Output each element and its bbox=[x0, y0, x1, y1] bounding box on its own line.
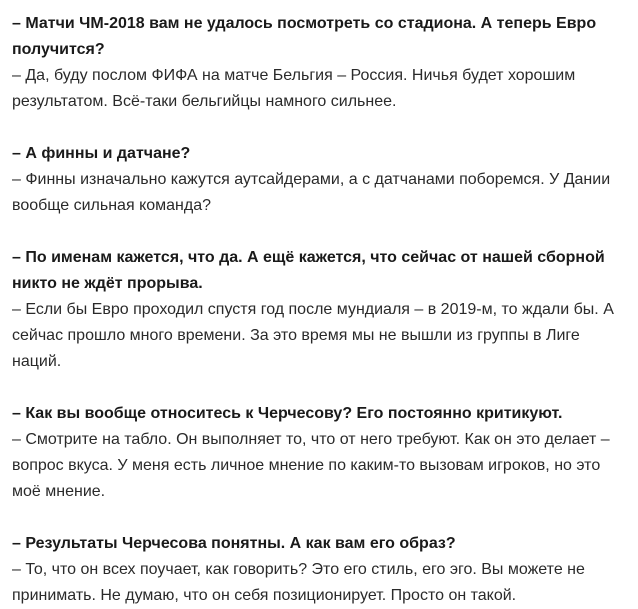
qa-block-3 bbox=[12, 245, 626, 375]
qa-block-2 bbox=[12, 141, 626, 219]
qa-block-4 bbox=[12, 401, 626, 505]
qa-block-1 bbox=[12, 11, 626, 115]
interview-question: – Матчи ЧМ-2018 вам не удалось посмотреть со стадиона. А теперь Евро получится? bbox=[12, 15, 597, 58]
interview-question: – Как вы вообще относитесь к Черчесову? Его постоянно критикуют. bbox=[12, 405, 563, 422]
interview-answer: – То, что он всех поучает, как говорить? Это его стиль, его эго. Вы можете не принимать. Не думаю, что он себя позиционирует. Просто он такой. bbox=[12, 561, 585, 604]
interview-answer: – Финны изначально кажутся аутсайдерами, а с датчанами поборемся. У Дании вообще сильная команда? bbox=[12, 171, 611, 214]
interview-question: – Результаты Черчесова понятны. А как вам его образ? bbox=[12, 535, 456, 552]
interview-answer: – Если бы Евро проходил спустя год после мундиаля – в 2019-м, то ждали бы. А сейчас прошло много времени. За это время мы не вышли из группы в Лиге наций. bbox=[12, 301, 614, 370]
interview-answer: – Да, буду послом ФИФА на матче Бельгия – Россия. Ничья будет хорошим результатом. Всё-таки бельгийцы намного сильнее. bbox=[12, 67, 576, 110]
interview-question: – А финны и датчане? bbox=[12, 145, 191, 162]
qa-block-5 bbox=[12, 531, 626, 609]
interview-question: – По именам кажется, что да. А ещё кажется, что сейчас от нашей сборной никто не ждёт прорыва. bbox=[12, 249, 605, 292]
interview-answer: – Смотрите на табло. Он выполняет то, что от него требуют. Как он это делает – вопрос вкуса. У меня есть личное мнение по каким-то вызовам игроков, но это моё мнение. bbox=[12, 431, 610, 500]
